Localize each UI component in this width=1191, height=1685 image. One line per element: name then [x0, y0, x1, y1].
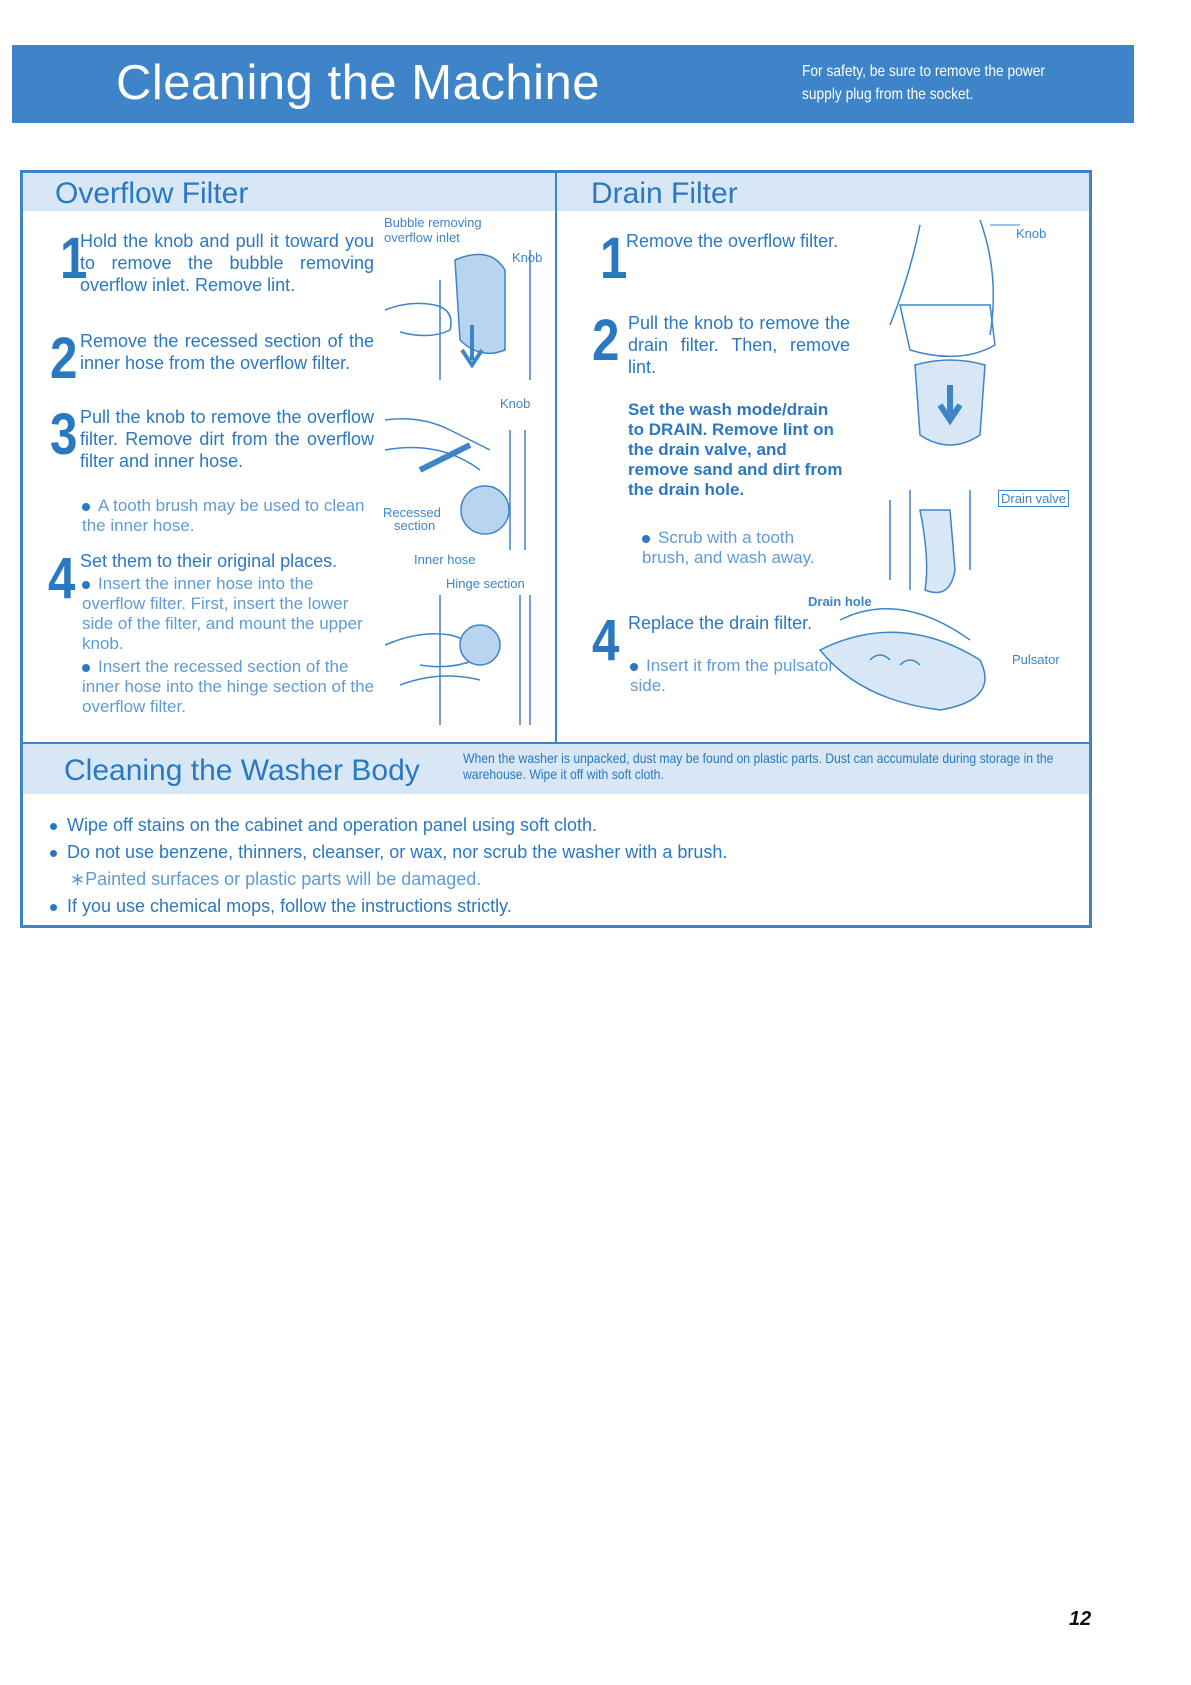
- body-item-text: Wipe off stains on the cabinet and operation panel using soft cloth.: [67, 815, 598, 835]
- overflow-filter-header: [23, 173, 555, 211]
- label-drain-hole: Drain hole: [808, 594, 872, 609]
- drain-filter-header: [557, 173, 1089, 211]
- label-recessed-2: section: [394, 518, 436, 533]
- body-item-text: Do not use benzene, thinners, cleanser, or wax, nor scrub the washer with a brush.: [67, 842, 728, 862]
- overflow-filter-heading: Overflow Filter: [55, 177, 249, 210]
- drain-filter-heading: Drain Filter: [591, 177, 738, 210]
- bullet-icon: [50, 904, 57, 911]
- bullet-text: Insert it from the pulsator side.: [630, 656, 835, 695]
- step-number: 2: [592, 308, 620, 373]
- label-knob: Knob: [512, 250, 543, 265]
- step-number: 4: [48, 546, 76, 611]
- label-drain-knob: Knob: [1016, 226, 1047, 241]
- label-recessed-1: Recessed: [383, 505, 441, 520]
- label-bubble-inlet-1: Bubble removing: [384, 215, 482, 230]
- step-text: Pull the knob to remove the drain filter. Then, remove lint.: [628, 313, 850, 377]
- bullet-icon: [642, 535, 650, 543]
- label-bubble-inlet-2: overflow inlet: [384, 230, 460, 245]
- step-text: Remove the overflow filter.: [626, 231, 839, 251]
- washer-body-heading: Cleaning the Washer Body: [64, 754, 420, 787]
- step-text: Set them to their original places.: [80, 551, 338, 571]
- overflow-step-4-bullet-2: [82, 657, 376, 717]
- body-item-1: [50, 812, 1070, 839]
- body-item-text: If you use chemical mops, follow the instructions strictly.: [67, 896, 512, 916]
- label-hinge-section: Hinge section: [446, 576, 525, 591]
- step-number: 1: [60, 226, 88, 291]
- bullet-icon: [82, 503, 90, 511]
- header-banner: [12, 45, 1134, 123]
- washer-body-note: When the washer is unpacked, dust may be found on plastic parts. Dust can accumulate during storage in the warehouse. Wipe it off with soft cloth.: [463, 750, 1054, 782]
- body-subnote: ∗Painted surfaces or plastic parts will be damaged.: [70, 869, 482, 889]
- hinge-illustration: [380, 590, 555, 730]
- step-number: 4: [592, 608, 620, 673]
- overflow-filter-illustration: [380, 410, 555, 550]
- bullet-text: Insert the inner hose into the overflow filter. First, insert the lower side of the filter, and mount the upper knob.: [82, 574, 363, 653]
- page-number: 12: [1069, 1608, 1092, 1630]
- step-text: Hold the knob and pull it toward you to remove the bubble removing overflow inlet. Remove lint.: [80, 231, 374, 295]
- step-text: Remove the recessed section of the inner hose from the overflow filter.: [80, 331, 374, 373]
- page-title: Cleaning the Machine: [116, 56, 600, 110]
- bullet-icon: [82, 581, 90, 589]
- overflow-step-3-bullet: [82, 496, 376, 536]
- label-knob-2: Knob: [500, 396, 531, 411]
- drain-filter-illustration: [870, 215, 1050, 475]
- bullet-icon: [82, 664, 90, 672]
- column-divider: [555, 172, 557, 742]
- bullet-icon: [50, 823, 57, 830]
- step-text: Pull the knob to remove the overflow filter. Remove dirt from the overflow filter and inner hose.: [80, 407, 374, 471]
- step-number: 3: [50, 402, 78, 467]
- step-number: 1: [600, 226, 628, 291]
- washer-body-list: [50, 812, 1070, 920]
- overflow-step-4-bullet-1: [82, 574, 376, 654]
- bullet-text: Insert the recessed section of the inner hose into the hinge section of the overflow filter.: [82, 657, 375, 716]
- label-drain-valve: Drain valve: [998, 490, 1069, 507]
- bullet-icon: [50, 850, 57, 857]
- drain-valve-illustration: [780, 480, 1020, 730]
- overflow-inlet-illustration: [380, 240, 555, 390]
- safety-note: For safety, be sure to remove the power supply plug from the socket.: [802, 63, 1045, 103]
- body-item-2: [50, 839, 1070, 866]
- washer-body-header: [23, 744, 1089, 794]
- label-inner-hose: Inner hose: [414, 552, 476, 567]
- step-number: 2: [50, 326, 78, 391]
- label-pulsator: Pulsator: [1012, 652, 1060, 667]
- step-text: Replace the drain filter.: [628, 613, 813, 633]
- bullet-text: Scrub with a tooth brush, and wash away.: [642, 528, 815, 567]
- drain-mode-note: Set the wash mode/drain to DRAIN. Remove lint on the drain valve, and remove sand and dirt from the drain hole.: [628, 400, 843, 499]
- bullet-icon: [630, 663, 638, 671]
- body-item-3: [50, 893, 1070, 920]
- bullet-text: A tooth brush may be used to clean the inner hose.: [82, 496, 365, 535]
